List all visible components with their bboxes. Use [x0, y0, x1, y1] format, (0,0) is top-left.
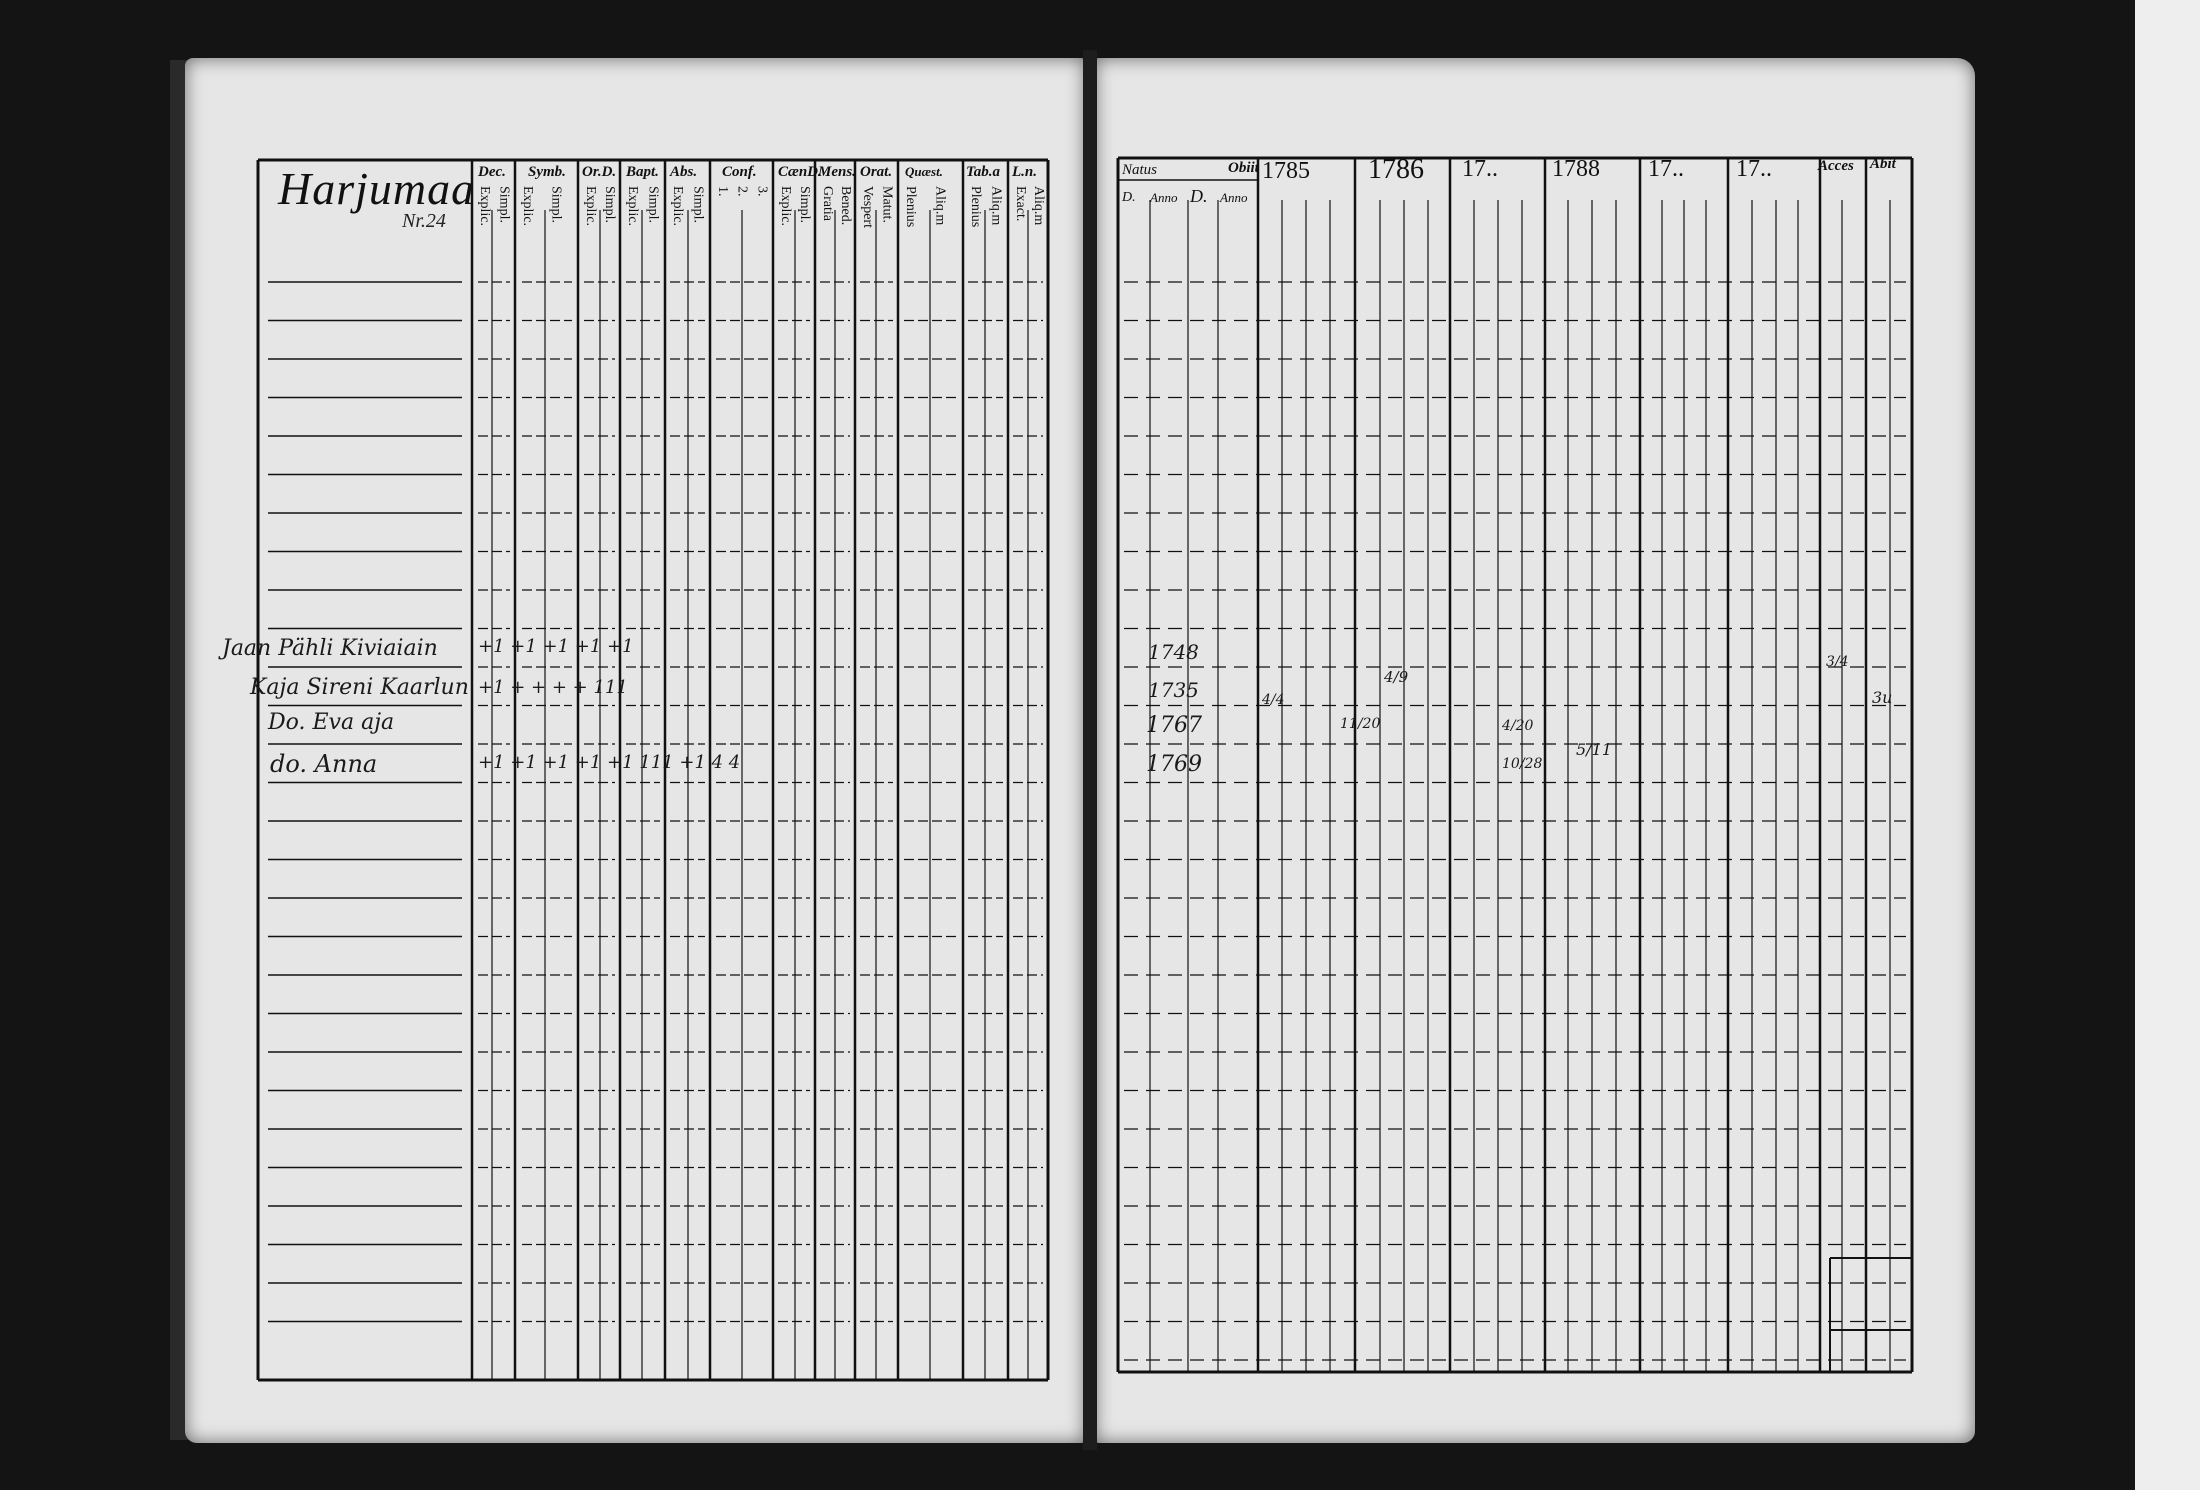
column-subheader: Simpl.	[496, 186, 512, 223]
column-subheader: Explic.	[477, 186, 492, 227]
column-subheader: Explic.	[778, 186, 793, 227]
column-subheader: Simpl.	[548, 186, 564, 223]
column-subheader: Plenius	[903, 186, 918, 228]
column-subheader: Aliq.m	[1031, 186, 1047, 226]
column-subheader: Simpl.	[602, 186, 618, 223]
entry-marks: +1 + + + + 111	[478, 677, 628, 698]
column-subheader: Explic.	[583, 186, 598, 227]
column-group-header: Tab.a	[966, 164, 1001, 180]
column-subheader: 3.	[754, 186, 770, 197]
year-header: 17..	[1462, 156, 1498, 182]
column-group-header: Abs.	[670, 164, 698, 180]
column-group-header: Bapt.	[626, 164, 659, 180]
year-header: 1788	[1552, 156, 1600, 182]
column-group-header: L.n.	[1012, 164, 1038, 180]
abit-header: Abit	[1870, 156, 1896, 172]
entry-name: Jaan Pähli Kiviaiain	[222, 636, 438, 661]
natus-day-header: D.	[1122, 190, 1136, 205]
ledger-note: 4/9	[1384, 668, 1409, 686]
entry-name: Kaja Sireni Kaarlun	[250, 675, 469, 700]
column-subheader: Explic.	[670, 186, 685, 227]
year-header: 17..	[1648, 156, 1684, 182]
column-subheader: Exact.	[1013, 186, 1028, 222]
column-subheader: Simpl.	[797, 186, 813, 223]
entry-name: do. Anna	[270, 750, 378, 778]
column-group-header: Quæst.	[905, 164, 943, 179]
obiit-year-header: Anno	[1220, 190, 1248, 205]
column-group-header: Symb.	[528, 164, 566, 180]
column-subheader: Explic.	[625, 186, 640, 227]
column-subheader: Simpl.	[690, 186, 706, 223]
column-group-header: Orat.	[860, 164, 893, 180]
column-subheader: Matut.	[879, 186, 895, 223]
column-group-header: Conf.	[722, 164, 757, 180]
entry-marks: +1 +1 +1 +1 +1 111 +1 4 4	[478, 752, 741, 773]
column-group-header: Dec.	[478, 164, 506, 180]
column-subheader: Explic.	[520, 186, 535, 227]
column-group-header: CænD.	[778, 164, 822, 180]
page-title-number: Nr.24	[402, 210, 446, 232]
column-subheader: Aliq.m	[932, 186, 948, 226]
column-group-header: Mens.	[818, 164, 856, 180]
birth-year: 1769	[1146, 752, 1202, 777]
ledger-note: 11/20	[1340, 716, 1381, 732]
ledger-note: 4/4	[1262, 692, 1285, 708]
column-subheader: Simpl.	[645, 186, 661, 223]
ledger-note: 3u	[1872, 688, 1893, 707]
column-subheader: Gratia	[820, 186, 835, 221]
ledger-note: 5/11	[1576, 740, 1612, 759]
ledger-note: 4/20	[1502, 718, 1534, 734]
column-subheader: Bened.	[838, 186, 854, 226]
birth-year: 1748	[1148, 640, 1199, 664]
ledger-note: 10/28	[1502, 756, 1543, 772]
column-subheader: 2.	[734, 186, 750, 197]
column-subheader: 1.	[715, 186, 730, 197]
column-group-header: Or.D.	[582, 164, 617, 180]
birth-year: 1767	[1146, 713, 1202, 738]
birth-year: 1735	[1148, 678, 1199, 702]
column-subheader: Vespert	[860, 186, 875, 228]
entry-marks: +1 +1 +1 +1 +1	[478, 636, 634, 657]
acces-header: Acces	[1818, 158, 1854, 174]
obiit-day-header: D.	[1190, 186, 1208, 206]
year-header: 17..	[1736, 156, 1772, 182]
obiit-header: Obiit	[1228, 160, 1259, 176]
column-subheader: Plenius	[968, 186, 983, 228]
ledger-note: 3/4	[1826, 654, 1849, 670]
natus-header: Natus	[1122, 162, 1158, 178]
page-title: Harjumaa	[278, 163, 476, 214]
year-header: 1785	[1262, 158, 1310, 184]
column-subheader: Aliq.m	[988, 186, 1004, 226]
natus-year-header: Anno	[1150, 190, 1178, 205]
entry-name: Do. Eva aja	[268, 710, 395, 735]
year-header: 1786	[1368, 154, 1424, 185]
